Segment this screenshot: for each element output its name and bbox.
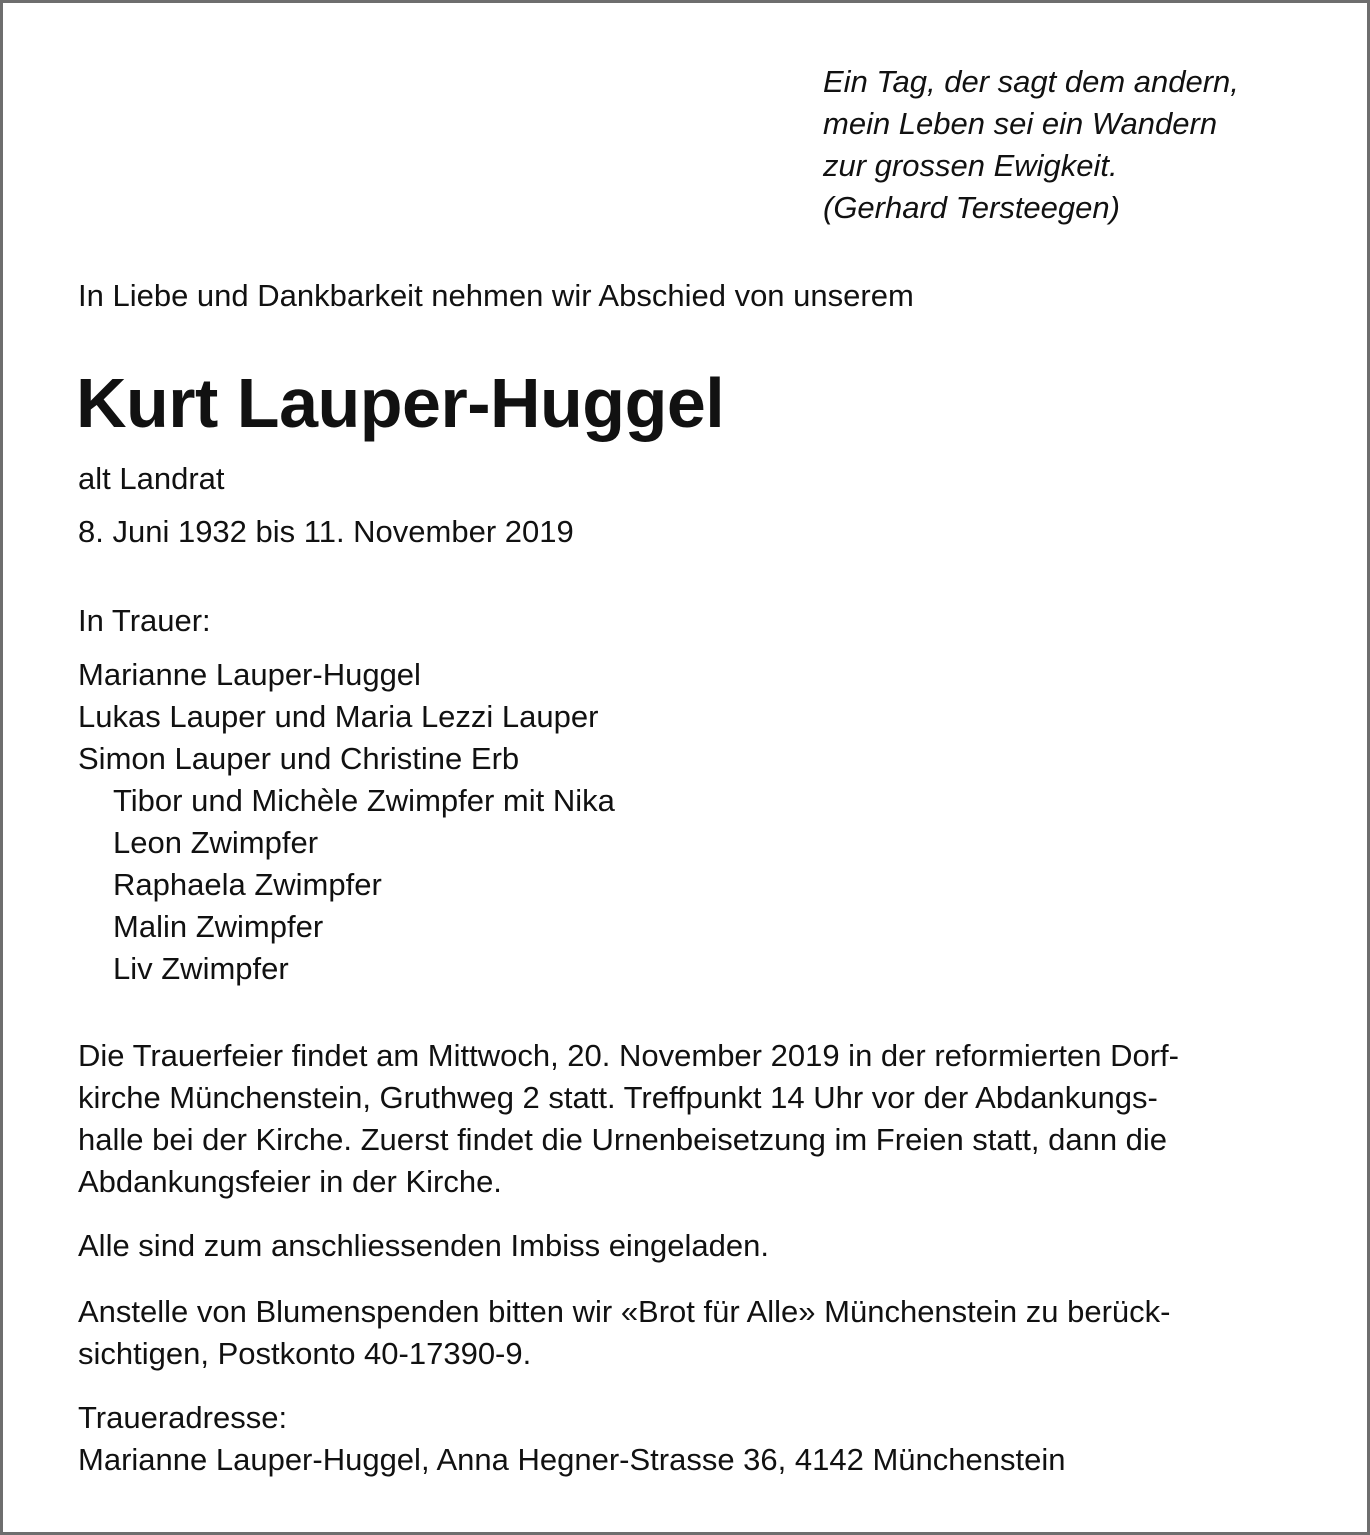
donation-line: sichtigen, Postkonto 40-17390-9. bbox=[78, 1336, 532, 1371]
donation-line: Anstelle von Blumenspenden bitten wir «Brot für Alle» Münchenstein zu berück- bbox=[78, 1294, 1171, 1329]
mourners-label: In Trauer: bbox=[78, 603, 211, 638]
life-dates: 8. Juni 1932 bis 11. November 2019 bbox=[78, 514, 574, 549]
donation-paragraph bbox=[78, 1291, 1300, 1375]
mourner-name: Marianne Lauper-Huggel bbox=[78, 657, 421, 692]
quote-line: mein Leben sei ein Wandern bbox=[823, 106, 1218, 141]
address-label: Traueradresse: bbox=[78, 1400, 288, 1435]
ceremony-line: kirche Münchenstein, Gruthweg 2 statt. Treffpunkt 14 Uhr vor der Abdankungs- bbox=[78, 1080, 1158, 1115]
ceremony-paragraph bbox=[78, 1035, 1300, 1203]
quote-attribution: (Gerhard Tersteegen) bbox=[823, 190, 1120, 225]
address-value: Marianne Lauper-Huggel, Anna Hegner-Strasse 36, 4142 Münchenstein bbox=[78, 1442, 1066, 1477]
quote-line: Ein Tag, der sagt dem andern, bbox=[823, 64, 1239, 99]
deceased-title: alt Landrat bbox=[78, 461, 225, 496]
mourning-address bbox=[78, 1397, 1065, 1481]
quote-line: zur grossen Ewigkeit. bbox=[823, 148, 1118, 183]
intro-text: In Liebe und Dankbarkeit nehmen wir Abschied von unserem bbox=[78, 278, 914, 313]
grandchild-name: Liv Zwimpfer bbox=[113, 951, 289, 986]
mourner-name: Simon Lauper und Christine Erb bbox=[78, 741, 520, 776]
ceremony-line: halle bei der Kirche. Zuerst findet die Urnenbeisetzung im Freien statt, dann die bbox=[78, 1122, 1168, 1157]
deceased-name: Kurt Lauper-Huggel bbox=[76, 364, 725, 442]
grandchild-name: Malin Zwimpfer bbox=[113, 909, 324, 944]
ceremony-line: Die Trauerfeier findet am Mittwoch, 20. November 2019 in der reformierten Dorf- bbox=[78, 1038, 1179, 1073]
grandchild-name: Leon Zwimpfer bbox=[113, 825, 319, 860]
grandchild-name: Tibor und Michèle Zwimpfer mit Nika bbox=[113, 783, 615, 818]
ceremony-line: Abdankungsfeier in der Kirche. bbox=[78, 1164, 502, 1199]
mourners-list bbox=[78, 654, 615, 990]
invitation-text: Alle sind zum anschliessenden Imbiss eingeladen. bbox=[78, 1228, 770, 1263]
epigraph-quote bbox=[823, 61, 1239, 229]
mourner-name: Lukas Lauper und Maria Lezzi Lauper bbox=[78, 699, 599, 734]
grandchild-name: Raphaela Zwimpfer bbox=[113, 867, 382, 902]
